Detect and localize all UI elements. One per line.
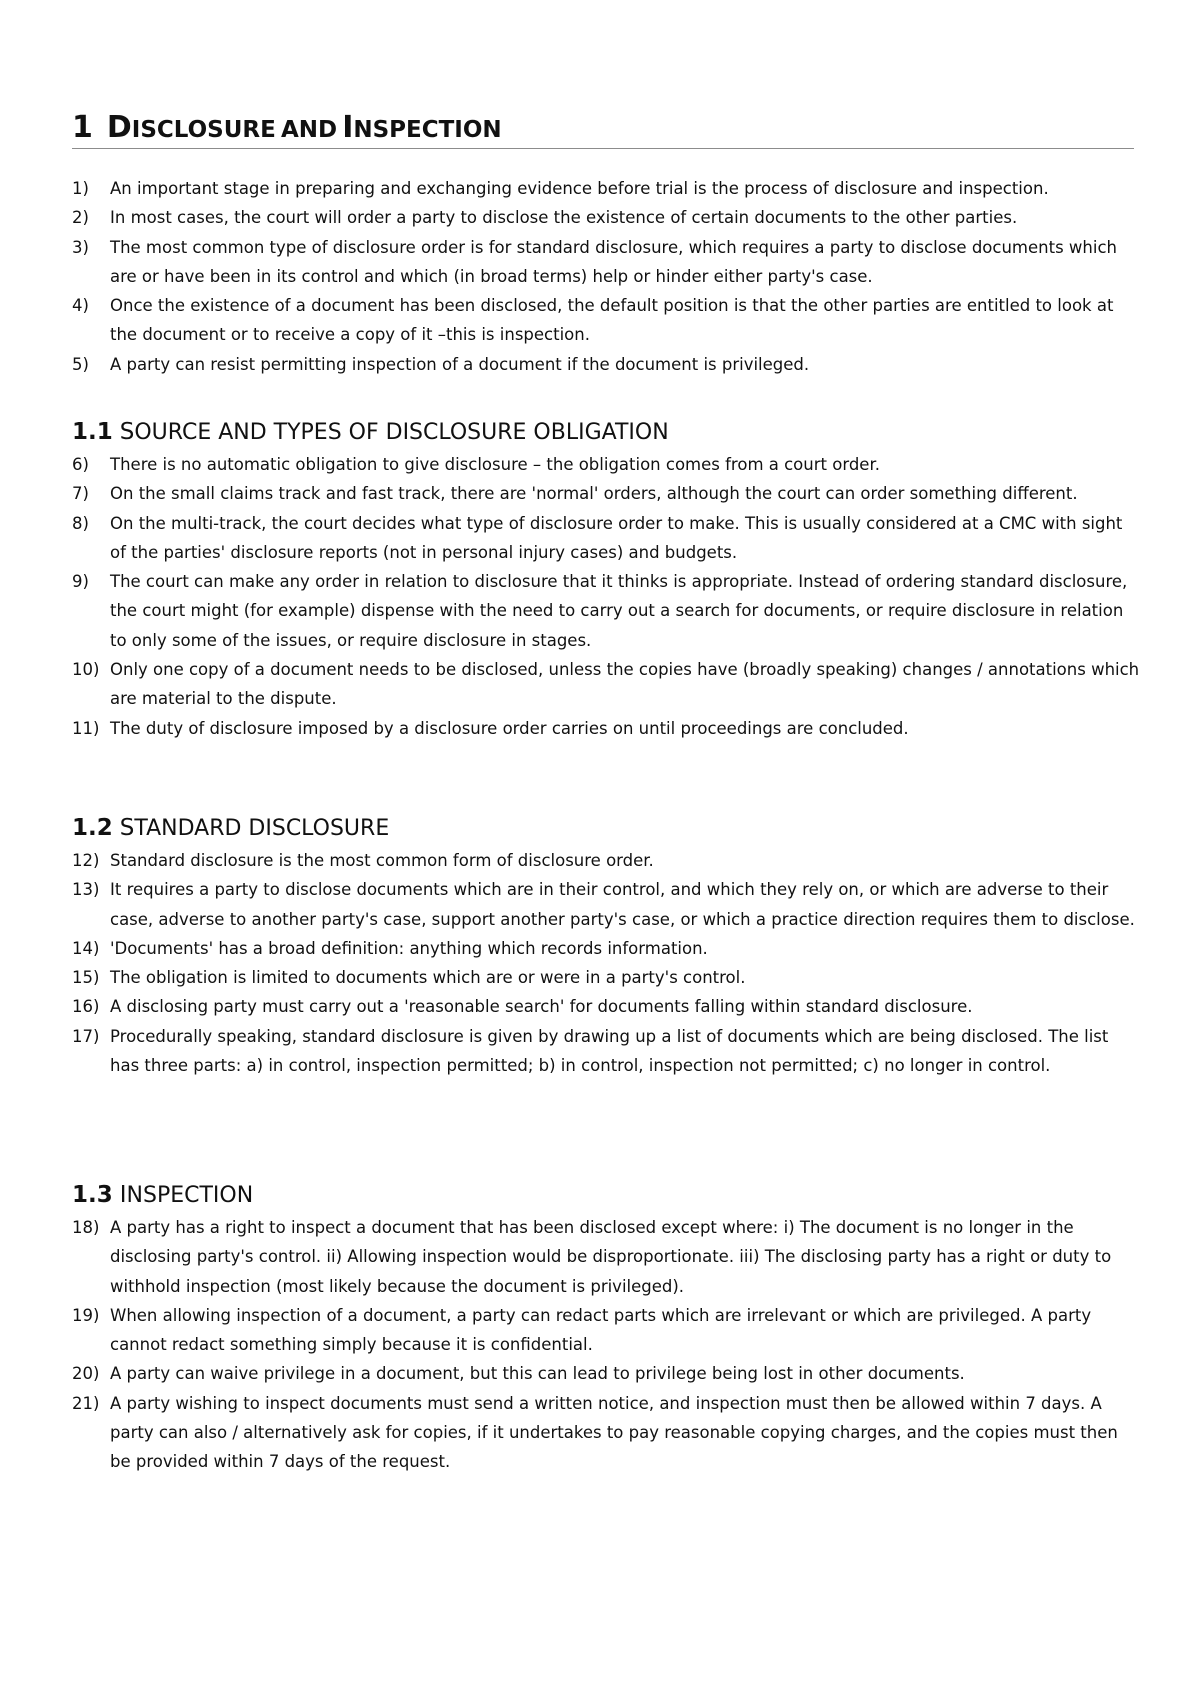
item-number: 13) — [72, 880, 100, 900]
intro-section — [72, 174, 1142, 379]
item-text: The duty of disclosure imposed by a disclosure order carries on until proceedings are concluded. — [110, 718, 909, 738]
item-text: On the small claims track and fast track, there are 'normal' orders, although the court can order something different. — [110, 484, 1078, 504]
item-number: 18) — [72, 1218, 100, 1237]
list-item — [72, 655, 1142, 714]
item-number: 17) — [72, 1026, 100, 1046]
item-text: Standard disclosure is the most common form of disclosure order. — [110, 851, 654, 870]
item-number: 2) — [72, 208, 89, 228]
item-number: 19) — [72, 1305, 100, 1325]
list-item — [72, 479, 1142, 508]
list-item — [72, 350, 1142, 379]
heading-word-1: DISCLOSURE — [106, 110, 276, 145]
list-item — [72, 450, 1142, 479]
list-item — [72, 233, 1142, 292]
item-text: It requires a party to disclose documents which are in their control, and which they rely on, or which are adverse to their case, adverse to another party's case, support another party's case, or which a practice direction requires them to disclose. — [110, 880, 1135, 929]
section-list — [72, 1213, 1142, 1477]
main-heading — [72, 110, 1134, 149]
item-text: A party has a right to inspect a document that has been disclosed except where: i) The document is no longer in the disclosing party's control. ii) Allowing inspection would be disproportionate. iii) The disclosing party has a right or duty to withhold inspection (most likely because the document is privileged). — [110, 1218, 1112, 1296]
item-number: 3) — [72, 237, 89, 257]
intro-list — [72, 174, 1142, 379]
item-text: Once the existence of a document has been disclosed, the default position is that the other parties are entitled to look at the document or to receive a copy of it –this is inspection. — [110, 296, 1114, 345]
list-item — [72, 1213, 1142, 1301]
item-number: 14) — [72, 938, 100, 958]
list-item — [72, 174, 1142, 203]
item-number: 16) — [72, 997, 100, 1017]
item-number: 4) — [72, 296, 89, 316]
heading-number: 1 — [72, 110, 93, 145]
item-text: A party can resist permitting inspection of a document if the document is privileged. — [110, 354, 810, 374]
item-text: 'Documents' has a broad definition: anything which records information. — [110, 938, 708, 958]
item-text: An important stage in preparing and exchanging evidence before trial is the process of disclosure and inspection. — [110, 179, 1049, 198]
item-text: In most cases, the court will order a party to disclose the existence of certain documents to the other parties. — [110, 208, 1018, 228]
list-item — [72, 963, 1142, 992]
list-item — [72, 1301, 1142, 1360]
item-number: 6) — [72, 455, 89, 474]
item-number: 15) — [72, 968, 100, 988]
item-text: Procedurally speaking, standard disclosure is given by drawing up a list of documents which are being disclosed. The list has three parts: a) in control, inspection permitted; b) in control, inspection not permitted; c) no longer in control. — [110, 1026, 1109, 1076]
item-text: The obligation is limited to documents which are or were in a party's control. — [110, 968, 746, 988]
item-text: Only one copy of a document needs to be disclosed, unless the copies have (broadly speaking) changes / annotations which are material to the dispute. — [110, 660, 1140, 709]
list-item — [72, 1389, 1142, 1477]
section-heading: 1.1 SOURCE AND TYPES OF DISCLOSURE OBLIGATION — [72, 419, 669, 445]
heading-word-2: AND — [280, 117, 338, 143]
heading-word-3: INSPECTION — [342, 110, 502, 145]
section-1-2 — [72, 813, 1142, 1080]
item-text: The court can make any order in relation to disclosure that it thinks is appropriate. Instead of ordering standard disclosure, the court might (for example) dispense with the need to carry out a search for documents, or require disclosure in relation to only some of the issues, or require disclosure in stages. — [110, 572, 1128, 650]
section-1-1 — [72, 417, 1142, 743]
item-number: 21) — [72, 1393, 100, 1413]
list-item — [72, 567, 1142, 655]
section-list — [72, 846, 1142, 1080]
item-number: 10) — [72, 660, 100, 680]
section-heading: 1.2 STANDARD DISCLOSURE — [72, 815, 390, 841]
list-item — [72, 934, 1142, 963]
item-text: A disclosing party must carry out a 'reasonable search' for documents falling within standard disclosure. — [110, 997, 973, 1017]
item-number: 20) — [72, 1364, 100, 1384]
list-item — [72, 714, 1142, 743]
list-item — [72, 992, 1142, 1021]
list-item — [72, 509, 1142, 568]
item-text: When allowing inspection of a document, a party can redact parts which are irrelevant or which are privileged. A party cannot redact something simply because it is confidential. — [110, 1305, 1092, 1355]
section-heading: 1.3 INSPECTION — [72, 1182, 254, 1208]
item-text: A party can waive privilege in a document, but this can lead to privilege being lost in other documents. — [110, 1364, 965, 1384]
item-number: 1) — [72, 179, 89, 198]
section-1-3 — [72, 1180, 1142, 1477]
item-number: 8) — [72, 513, 89, 533]
list-item — [72, 1359, 1142, 1388]
item-text: The most common type of disclosure order is for standard disclosure, which requires a party to disclose documents which are or have been in its control and which (in broad terms) help or hinder either party's case. — [110, 237, 1117, 286]
item-text: There is no automatic obligation to give disclosure – the obligation comes from a court order. — [110, 455, 880, 474]
list-item — [72, 1022, 1142, 1081]
list-item — [72, 291, 1142, 350]
item-number: 11) — [72, 718, 100, 738]
list-item — [72, 875, 1142, 934]
section-list — [72, 450, 1142, 743]
list-item — [72, 846, 1142, 875]
item-number: 9) — [72, 572, 89, 592]
item-number: 7) — [72, 484, 89, 504]
item-text: A party wishing to inspect documents must send a written notice, and inspection must then be allowed within 7 days. A party can also / alternatively ask for copies, if it undertakes to pay reasonable copying charges, and the copies must then be provided within 7 days of the request. — [110, 1393, 1118, 1472]
item-number: 12) — [72, 851, 100, 870]
list-item — [72, 203, 1142, 232]
item-text: On the multi-track, the court decides what type of disclosure order to make. This is usually considered at a CMC with sight of the parties' disclosure reports (not in personal injury cases) and budgets. — [110, 513, 1123, 562]
item-number: 5) — [72, 354, 89, 374]
